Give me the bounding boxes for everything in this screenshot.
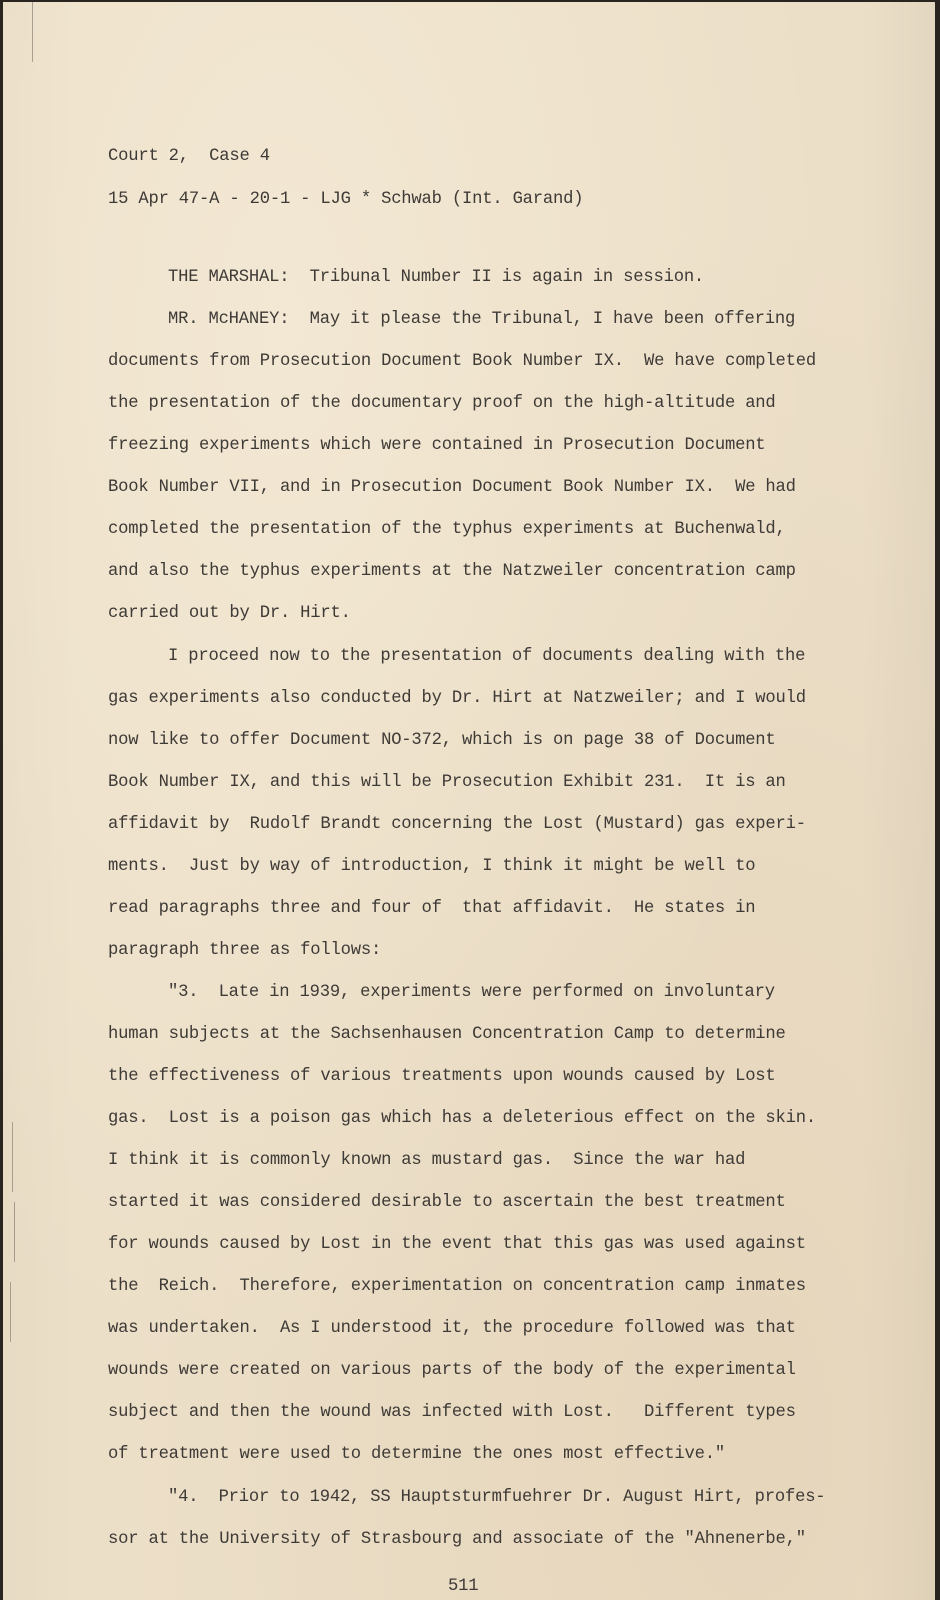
- text-line: Book Number VII, and in Prosecution Document Book Number IX. We had: [108, 478, 796, 497]
- text-line: completed the presentation of the typhus experiments at Buchenwald,: [108, 520, 786, 539]
- quote-line: the effectiveness of various treatments upon wounds caused by Lost: [108, 1067, 776, 1086]
- text-line: I proceed now to the presentation of documents dealing with the: [168, 647, 806, 666]
- quote-line: wounds were created on various parts of the body of the experimental: [108, 1361, 796, 1380]
- quote-line: started it was considered desirable to ascertain the best treatment: [108, 1193, 786, 1212]
- speaker-line: MR. McHANEY: May it please the Tribunal, I have been offering: [168, 310, 796, 329]
- quote-line: of treatment were used to determine the ones most effective.": [108, 1445, 725, 1464]
- text-line: ments. Just by way of introduction, I think it might be well to: [108, 857, 756, 876]
- text-line: now like to offer Document NO-372, which is on page 38 of Document: [108, 731, 776, 750]
- quote-line: "3. Late in 1939, experiments were performed on involuntary: [168, 983, 775, 1002]
- quote-line: was undertaken. As I understood it, the procedure followed was that: [108, 1319, 796, 1338]
- typed-transcript-page: [3, 2, 935, 1600]
- text-line: gas experiments also conducted by Dr. Hirt at Natzweiler; and I would: [108, 689, 806, 708]
- session-line: 15 Apr 47-A - 20-1 - LJG * Schwab (Int. Garand): [108, 190, 584, 209]
- paper-crease: [32, 2, 33, 62]
- page-number: 511: [448, 1577, 479, 1596]
- text-line: affidavit by Rudolf Brandt concerning the Lost (Mustard) gas experi-: [108, 815, 806, 834]
- quote-line: human subjects at the Sachsenhausen Concentration Camp to determine: [108, 1025, 786, 1044]
- paper-crease: [14, 1202, 15, 1262]
- quote-line: sor at the University of Strasbourg and associate of the "Ahnenerbe,": [108, 1530, 806, 1549]
- text-line: Book Number IX, and this will be Prosecution Exhibit 231. It is an: [108, 773, 786, 792]
- text-line: read paragraphs three and four of that affidavit. He states in: [108, 899, 756, 918]
- paper-crease: [12, 1122, 13, 1192]
- text-line: the presentation of the documentary proof on the high-altitude and: [108, 394, 776, 413]
- text-line: paragraph three as follows:: [108, 941, 382, 960]
- quote-line: the Reich. Therefore, experimentation on concentration camp inmates: [108, 1277, 806, 1296]
- quote-line: "4. Prior to 1942, SS Hauptsturmfuehrer Dr. August Hirt, profes-: [168, 1488, 826, 1507]
- text-line: documents from Prosecution Document Book Number IX. We have completed: [108, 352, 816, 371]
- text-line: freezing experiments which were contained in Prosecution Document: [108, 436, 766, 455]
- court-case-line: Court 2, Case 4: [108, 147, 270, 166]
- paper-crease: [10, 1282, 11, 1342]
- quote-line: subject and then the wound was infected with Lost. Different types: [108, 1403, 796, 1422]
- quote-line: gas. Lost is a poison gas which has a deleterious effect on the skin.: [108, 1109, 816, 1128]
- quote-line: for wounds caused by Lost in the event that this gas was used against: [108, 1235, 806, 1254]
- speaker-line: THE MARSHAL: Tribunal Number II is again in session.: [168, 268, 705, 287]
- text-line: carried out by Dr. Hirt.: [108, 604, 351, 623]
- text-line: and also the typhus experiments at the Natzweiler concentration camp: [108, 562, 796, 581]
- quote-line: I think it is commonly known as mustard gas. Since the war had: [108, 1151, 746, 1170]
